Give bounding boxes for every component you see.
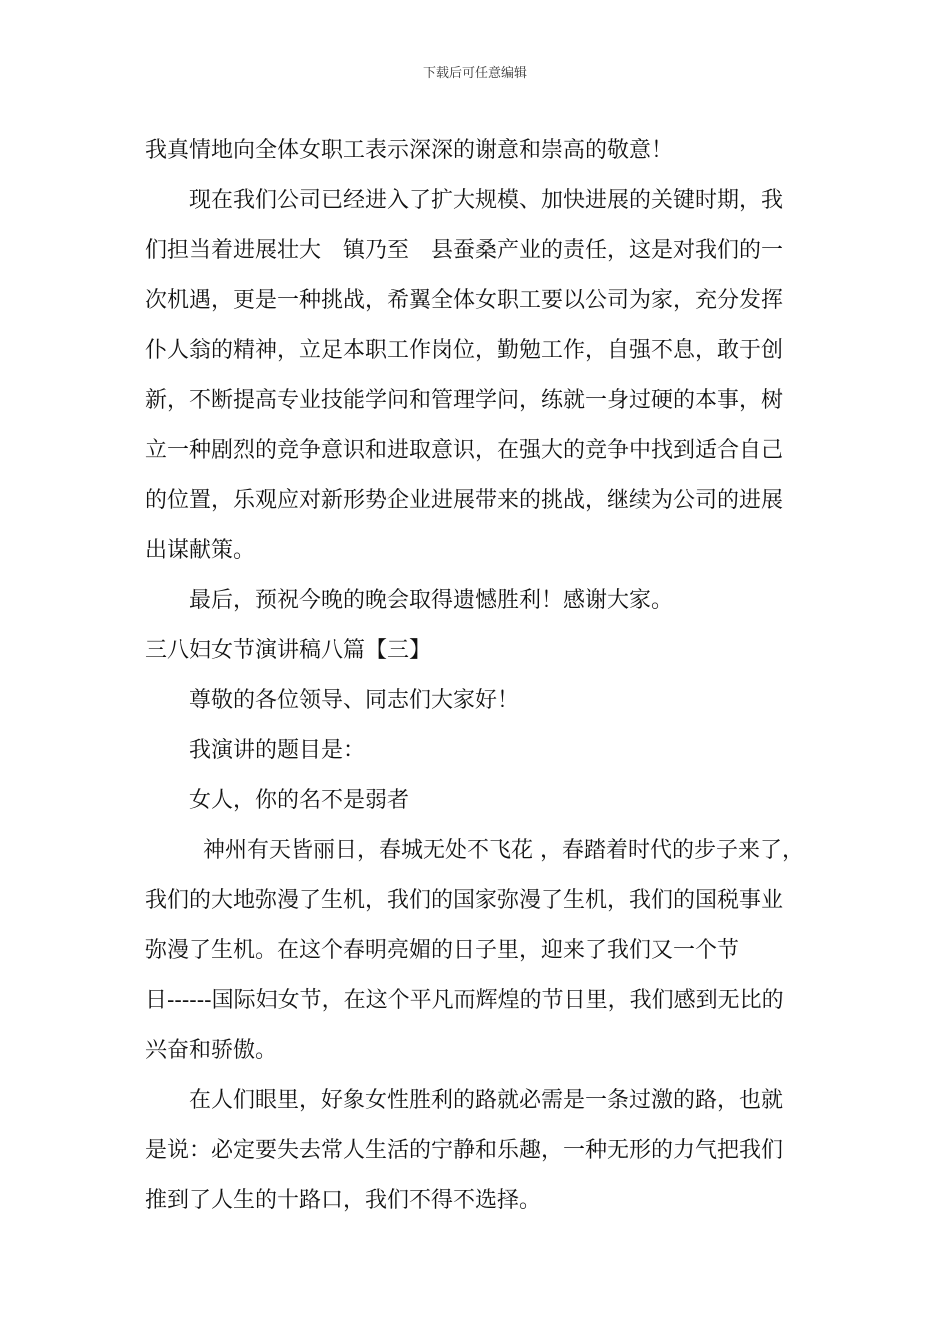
text-line: 日------国际妇女节，在这个平凡而辉煌的节日里，我们感到无比的 — [145, 988, 784, 1013]
text-line: 我真情地向全体女职工表示深深的谢意和崇高的敬意！ — [145, 138, 674, 163]
text-line: 在人们眼里，好象女性胜利的路就必需是一条过激的路，也就 — [189, 1088, 784, 1113]
text-line: 最后，预祝今晚的晚会取得遗憾胜利！感谢大家。 — [189, 588, 674, 613]
text-fragment: 县蚕桑产业的责任，这是对我们的一 — [431, 238, 784, 263]
speech-title: 女人，你的名不是弱者 — [189, 788, 410, 813]
text-line: 弥漫了生机。在这个春明亮媚的日子里，迎来了我们又一个节 — [145, 938, 740, 963]
text-line: 我演讲的题目是： — [189, 738, 366, 763]
text-line: 推到了人生的十路口，我们不得不选择。 — [145, 1188, 542, 1213]
text-line: 兴奋和骄傲。 — [145, 1038, 278, 1063]
text-fragment: 们担当着进展壮大 — [145, 238, 322, 263]
text-line: 神州有天皆丽日，春城无处不飞花 ，春踏着时代的步子来了， — [203, 838, 804, 863]
document-body — [145, 126, 810, 1226]
text-line: 次机遇，更是一种挑战，希翼全体女职工要以公司为家，充分发挥 — [145, 288, 784, 313]
text-line: 新，不断提高专业技能学问和管理学问，练就一身过硬的本事，树 — [145, 388, 784, 413]
text-fragment: 镇乃至 — [343, 238, 410, 263]
text-line: 尊敬的各位领导、同志们大家好！ — [189, 688, 520, 713]
page-header: 下载后可任意编辑 — [422, 66, 527, 81]
text-line: 仆人翁的精神，立足本职工作岗位，勤勉工作，自强不息，敢于创 — [145, 338, 784, 363]
section-heading: 三八妇女节演讲稿八篇【三】 — [145, 638, 432, 663]
text-line: 是说：必定要失去常人生活的宁静和乐趣，一种无形的力气把我们 — [145, 1138, 784, 1163]
text-line: 立一种剧烈的竞争意识和进取意识，在强大的竞争中找到适合自己 — [145, 438, 784, 463]
text-line: 的位置，乐观应对新形势企业进展带来的挑战，继续为公司的进展 — [145, 488, 784, 513]
text-line — [145, 226, 810, 276]
text-line: 出谋献策。 — [145, 538, 256, 563]
text-line: 我们的大地弥漫了生机，我们的国家弥漫了生机，我们的国税事业 — [145, 888, 784, 913]
text-line: 现在我们公司已经进入了扩大规模、加快进展的关键时期，我 — [189, 188, 784, 213]
